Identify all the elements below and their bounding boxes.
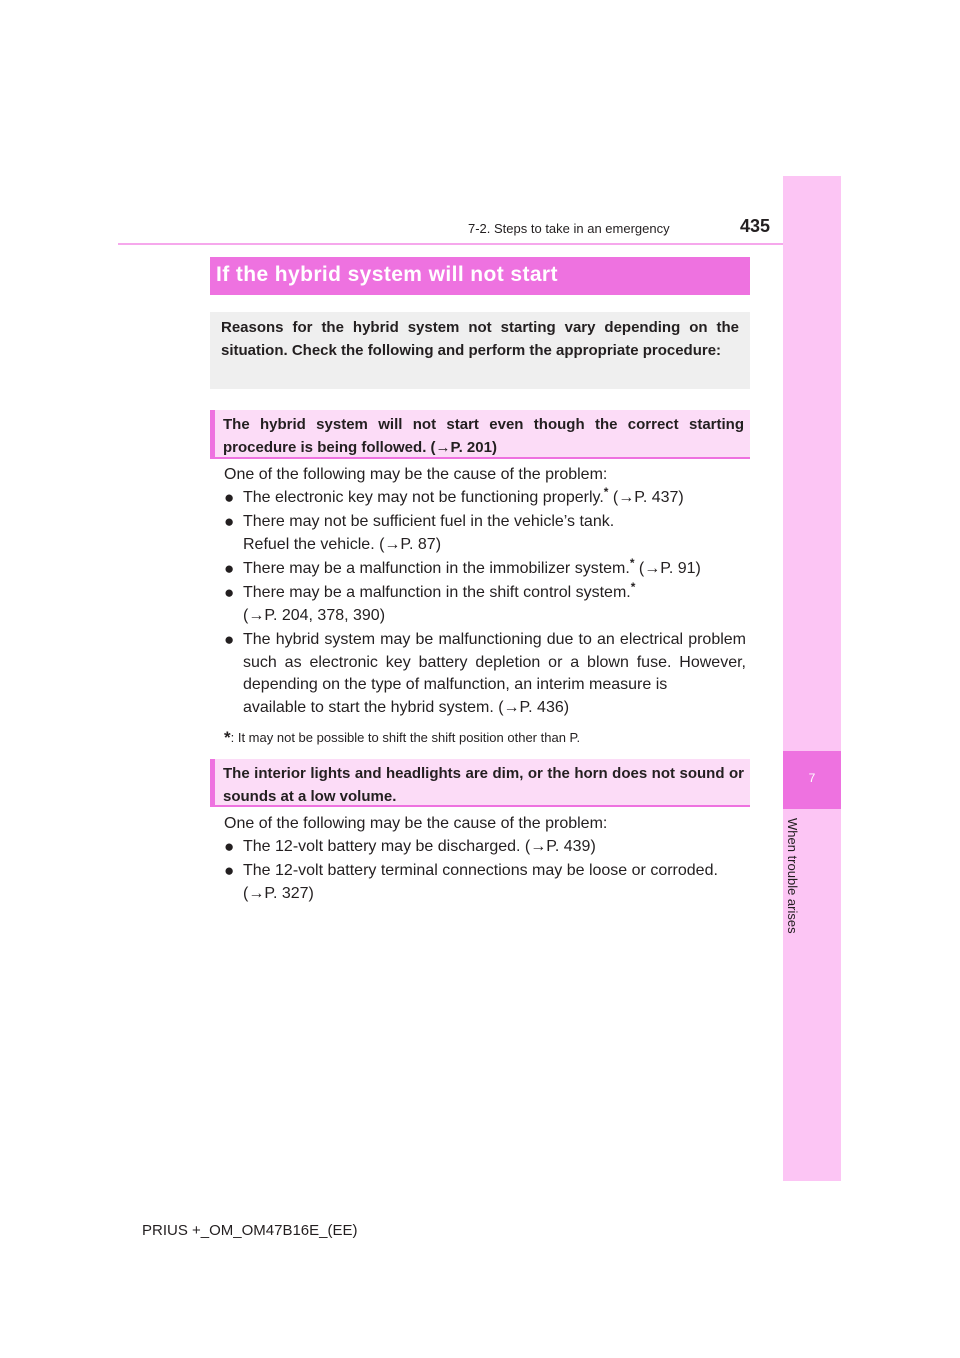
- footnote: [224, 728, 580, 748]
- bullet-text: The 12-volt battery terminal connections may be loose or corroded.: [243, 862, 718, 879]
- bullet-icon: ●: [224, 512, 235, 531]
- list-item: [224, 487, 746, 510]
- chapter-side-tab: [783, 176, 841, 1181]
- bullet-icon: ●: [224, 488, 235, 507]
- list-item: [224, 836, 746, 859]
- page-number: 435: [740, 216, 771, 236]
- intro-box: Reasons for the hybrid system not starting vary depending on the situation. Check the following and perform the appropriate procedure:: [210, 312, 750, 389]
- bullet-text: The hybrid system may be malfunctioning due to an electrical problem such as electronic key battery depletion or a blown fuse. However, depending on the type of malfunction, an interim measure is: [243, 631, 746, 693]
- section-breadcrumb: 7-2. Steps to take in an emergency: [468, 221, 670, 236]
- bullet-icon: ●: [224, 630, 235, 649]
- footnote-text: : It may not be possible to shift the shift position other than P.: [230, 730, 581, 745]
- page-reference: (→P. 437): [608, 489, 684, 506]
- bullet-text: There may not be sufficient fuel in the vehicle’s tank.: [243, 513, 615, 530]
- chapter-title: When trouble arises: [785, 818, 800, 934]
- bullet-icon: ●: [224, 583, 235, 602]
- list-item: [224, 860, 746, 905]
- bullet-icon: ●: [224, 559, 235, 578]
- page-title: If the hybrid system will not start: [216, 263, 558, 286]
- header-divider: [118, 243, 840, 245]
- bullet-icon: ●: [224, 861, 235, 880]
- list-item: [224, 582, 746, 627]
- section-heading-1: The hybrid system will not start even though the correct starting procedure is being followed. (→P. 201): [210, 410, 750, 459]
- section-2-lead: One of the following may be the cause of the problem:: [224, 815, 608, 832]
- bullet-text: There may be a malfunction in the immobilizer system.: [243, 560, 630, 577]
- bullet-text: The 12-volt battery may be discharged. (→P. 439): [243, 838, 596, 855]
- list-item: [224, 629, 746, 719]
- bullet-text-line2: Refuel the vehicle. (→P. 87): [243, 535, 442, 553]
- footnote-star: *: [224, 728, 231, 747]
- chapter-number: 7: [808, 771, 816, 785]
- footnote-star: *: [603, 485, 609, 499]
- bullet-text-line2: available to start the hybrid system. (→P. 436): [243, 698, 570, 716]
- section-heading-2: The interior lights and headlights are dim, or the horn does not sound or sounds at a low volume.: [210, 759, 750, 807]
- page-reference: (→P. 91): [634, 560, 701, 577]
- bullet-text-line2: (→P. 204, 378, 390): [243, 606, 386, 624]
- bullet-text: There may be a malfunction in the shift control system.: [243, 584, 631, 601]
- bullet-icon: ●: [224, 837, 235, 856]
- footnote-star: *: [629, 556, 635, 570]
- list-item: [224, 558, 746, 581]
- list-item: [224, 511, 746, 556]
- bullet-text: The electronic key may not be functioning properly.: [243, 489, 604, 506]
- bullet-text-line2: (→P. 327): [243, 884, 314, 902]
- section-1-lead: One of the following may be the cause of the problem:: [224, 466, 608, 483]
- document-code: PRIUS +_OM_OM47B16E_(EE): [142, 1222, 358, 1239]
- chapter-title-wrap: [784, 818, 804, 958]
- footnote-star: *: [630, 580, 636, 594]
